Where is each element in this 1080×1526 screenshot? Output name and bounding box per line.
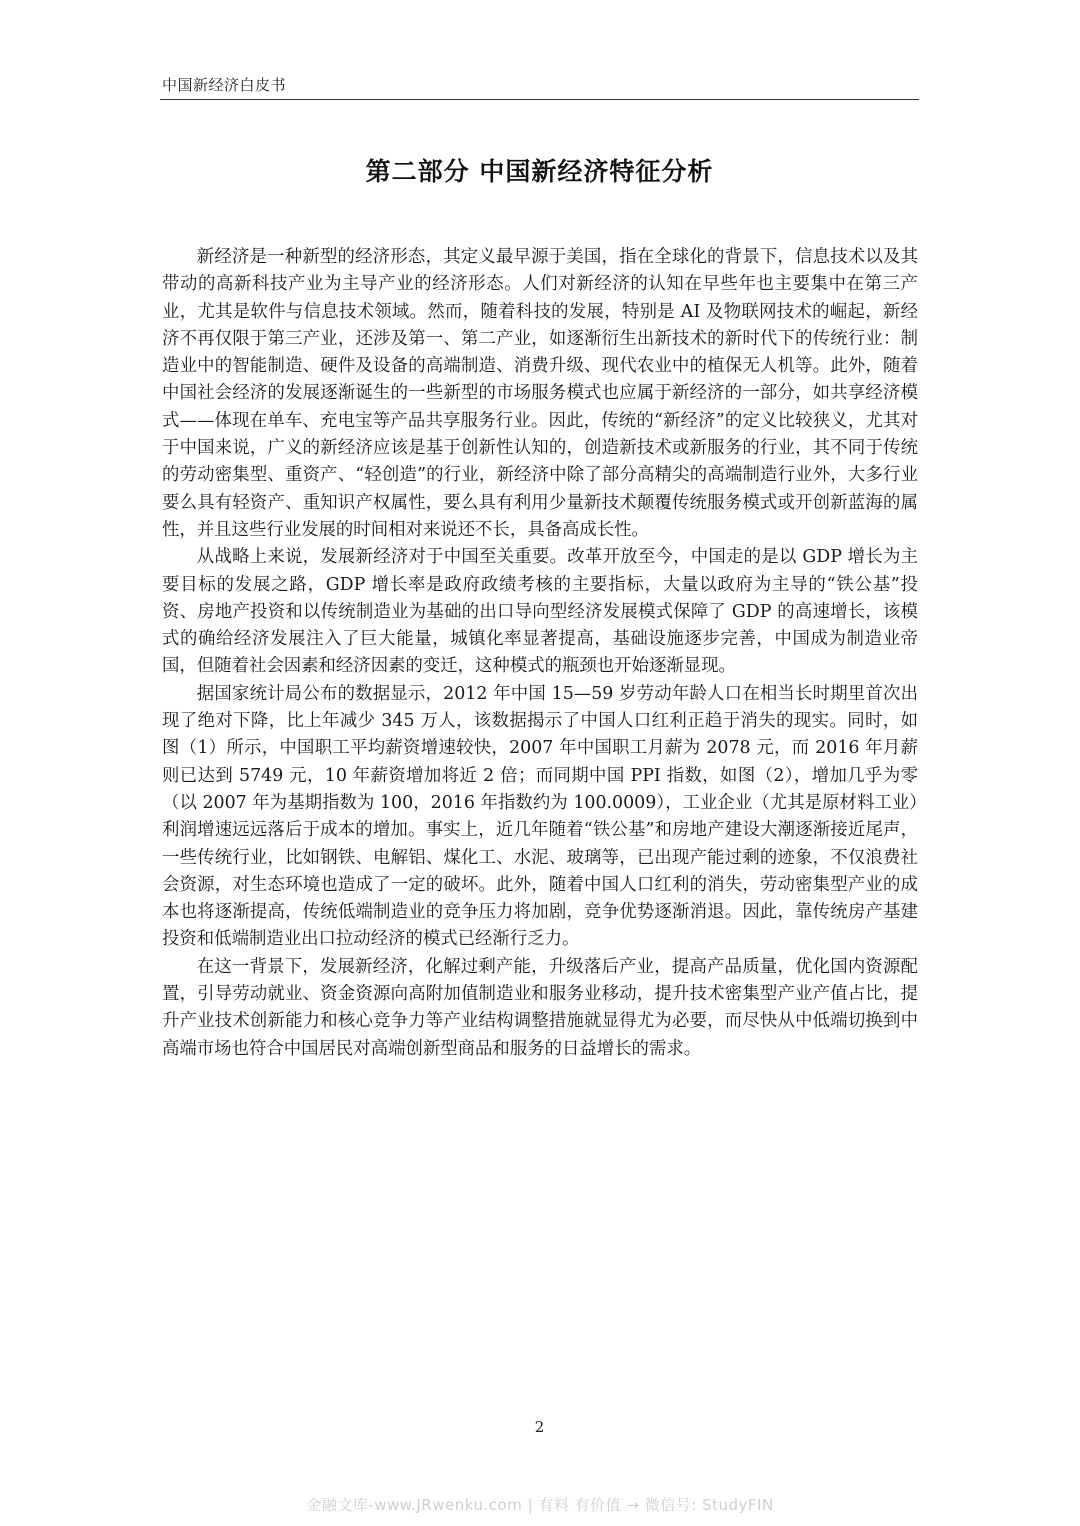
watermark: 金融文库-www.JRwenku.com | 有料 有价值 → 微信号: StudyFIN xyxy=(306,1496,774,1514)
body-text xyxy=(162,244,918,1063)
paragraph-statistics: 据国家统计局公布的数据显示，2012 年中国 15—59 岁劳动年龄人口在相当长时期里首次出现了绝对下降，比上年减少 345 万人，该数据揭示了中国人口红利正趋于消失的现实。同时，如图（1）所示，中国职工平均薪资增速较快，2007 年中国职工月薪为 2078 元，而 2016 年月薪则已达到 5749 元，10 年薪资增加将近 2 倍；而同期中国 PPI 指数，如图（2），增加几乎为零（以 2007 年为基期指数为 100，2016 年指数约为 100.0009），工业企业（尤其是原材料工业）利润增速远远落后于成本的增加。事实上，近几年随着“铁公基”和房地产建设大潮逐渐接近尾声，一些传统行业，比如钢铁、电解铝、煤化工、水泥、玻璃等，已出现产能过剩的迹象，不仅浪费社会资源，对生态环境也造成了一定的破坏。此外，随着中国人口红利的消失，劳动密集型产业的成本也将逐渐提高，传统低端制造业的竞争压力将加剧，竞争优势逐渐消退。因此，靠传统房产基建投资和低端制造业出口拉动经济的模式已经渐行乏力。 xyxy=(162,683,918,950)
section-title: 第二部分 中国新经济特征分析 xyxy=(365,157,714,186)
paragraph-new-economy-definition: 新经济是一种新型的经济形态，其定义最早源于美国，指在全球化的背景下，信息技术以及其带动的高新科技产业为主导产业的经济形态。人们对新经济的认知在早些年也主要集中在第三产业，尤其是软件与信息技术领域。然而，随着科技的发展，特别是 AI 及物联网技术的崛起，新经济不再仅限于第三产业，还涉及第一、第二产业，如逐渐衍生出新技术的新时代下的传统行业：制造业中的智能制造、硬件及设备的高端制造、消费升级、现代农业中的植保无人机等。此外，随着中国社会经济的发展逐渐诞生的一些新型的市场服务模式也应属于新经济的一部分，如共享经济模式——体现在单车、充电宝等产品共享服务行业。因此，传统的“新经济”的定义比较狭义，尤其对于中国来说，广义的新经济应该是基于创新性认知的，创造新技术或新服务的行业，其不同于传统的劳动密集型、重资产、“轻创造”的行业，新经济中除了部分高精尖的高端制造行业外，大多行业要么具有轻资产、重知识产权属性，要么具有利用少量新技术颠覆传统服务模式或开创新蓝海的属性，并且这些行业发展的时间相对来说还不长，具备高成长性。 xyxy=(162,247,918,540)
paragraph-strategic-importance: 从战略上来说，发展新经济对于中国至关重要。改革开放至今，中国走的是以 GDP 增长为主要目标的发展之路，GDP 增长率是政府政绩考核的主要指标，大量以政府为主导的“铁公基”投资、房地产投资和以传统制造业为基础的出口导向型经济发展模式保障了 GDP 的高速增长，该模式的确给经济发展注入了巨大能量，城镇化率显著提高，基础设施逐步完善，中国成为制造业帝国，但随着社会因素和经济因素的变迁，这种模式的瓶颈也开始逐渐显现。 xyxy=(162,547,918,677)
page-number: 2 xyxy=(534,1418,545,1436)
header-divider xyxy=(160,99,919,100)
paragraph-background: 在这一背景下，发展新经济，化解过剩产能，升级落后产业，提高产品质量，优化国内资源配置，引导劳动就业、资金资源向高附加值制造业和服务业移动，提升技术密集型产业产值占比，提升产业技术创新能力和核心竞争力等产业结构调整措施就显得尤为必要，而尽快从中低端切换到中高端市场也符合中国居民对高端创新型商品和服务的日益增长的需求。 xyxy=(162,956,918,1059)
running-header: 中国新经济白皮书 xyxy=(162,76,287,94)
